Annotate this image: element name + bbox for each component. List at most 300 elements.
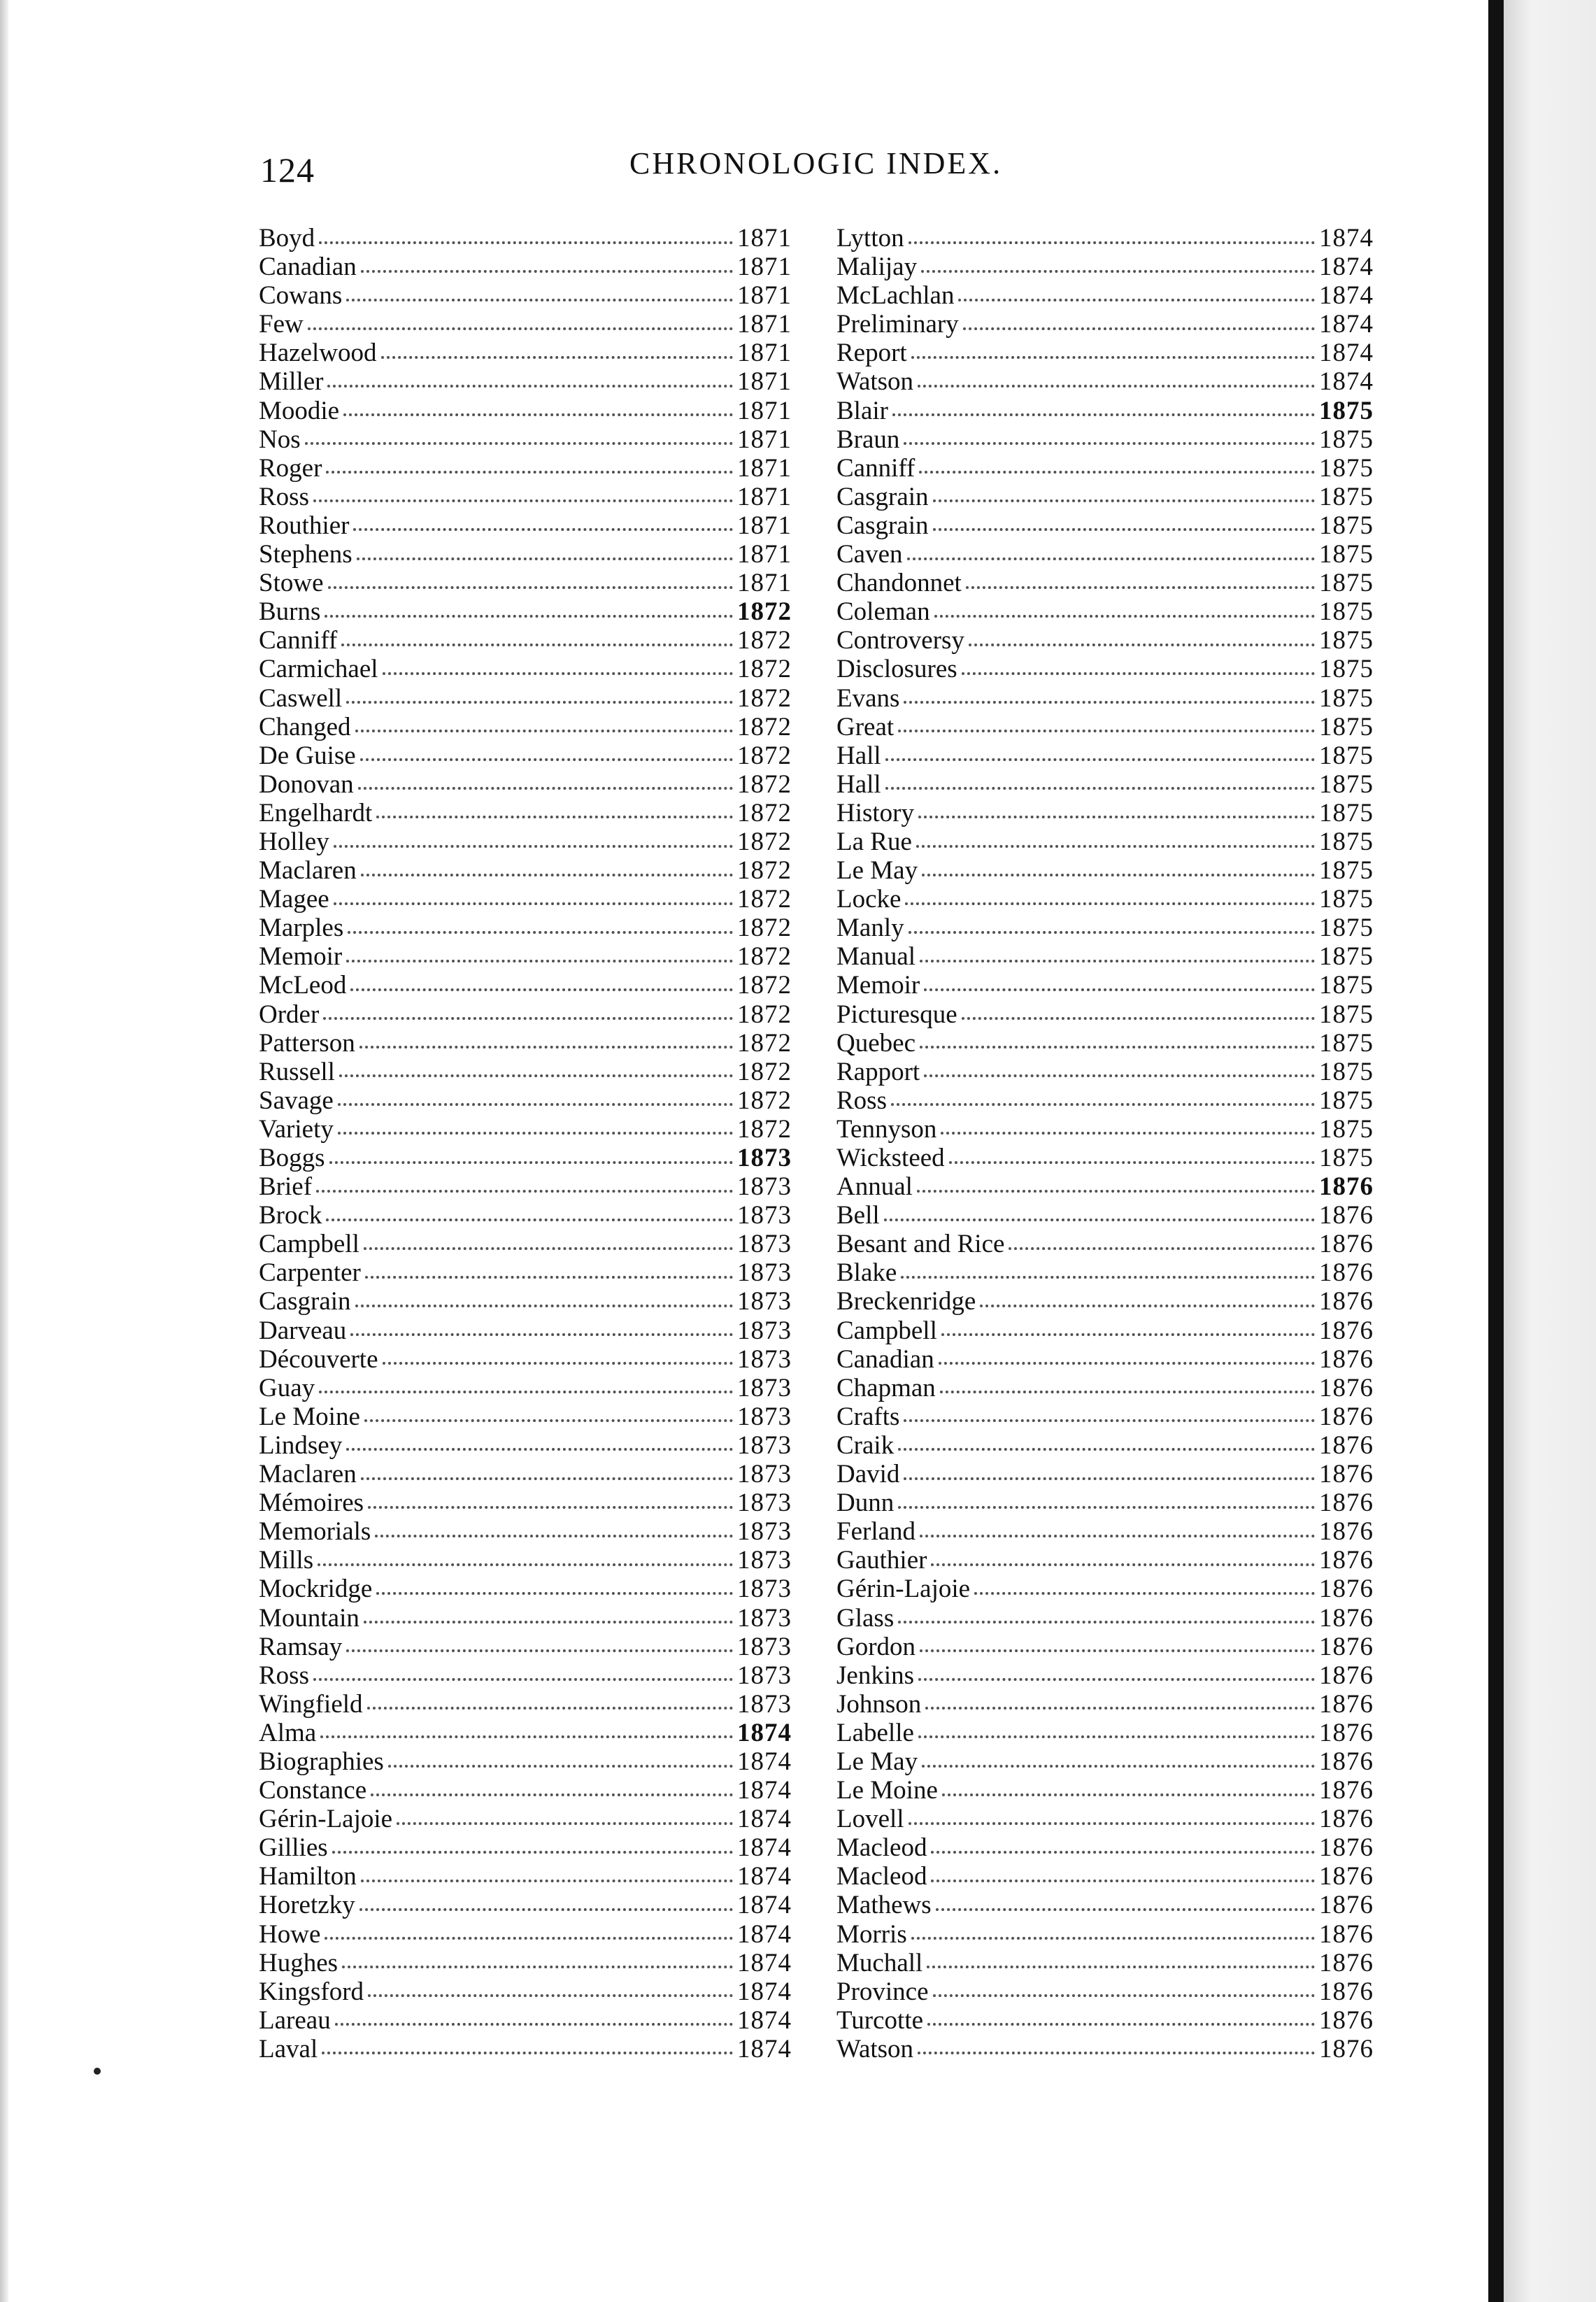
index-entry: [836, 885, 1374, 914]
entry-name: Controversy: [836, 626, 964, 655]
dot-leader: [904, 442, 1315, 445]
entry-name: Breckenridge: [836, 1287, 976, 1316]
index-entry: [836, 1719, 1374, 1747]
index-entry: [836, 1086, 1374, 1115]
dot-leader: [329, 1161, 733, 1164]
dot-leader: [918, 1735, 1315, 1738]
entry-year: 1876: [1319, 1891, 1374, 1920]
index-entry: [836, 1144, 1374, 1172]
entry-name: Constance: [259, 1776, 367, 1805]
index-entry: [836, 224, 1374, 253]
index-entry: [259, 1633, 792, 1661]
entry-year: 1875: [1319, 769, 1374, 799]
dot-leader: [898, 1621, 1315, 1624]
entry-name: Ross: [259, 482, 309, 511]
entry-year: 1873: [737, 1689, 792, 1719]
entry-name: Horetzky: [259, 1891, 355, 1920]
dot-leader: [326, 471, 733, 474]
entry-year: 1871: [737, 425, 792, 454]
entry-year: 1872: [737, 1028, 792, 1058]
entry-year: 1872: [737, 626, 792, 655]
entry-name: Le May: [836, 1747, 918, 1776]
dot-leader: [318, 1563, 733, 1566]
entry-year: 1874: [737, 1747, 792, 1776]
index-entry: [259, 1316, 792, 1345]
dot-leader: [341, 644, 733, 646]
index-entry: [836, 1201, 1374, 1230]
entry-name: Casgrain: [836, 511, 929, 540]
entry-year: 1875: [1319, 856, 1374, 886]
entry-year: 1874: [737, 1776, 792, 1805]
entry-year: 1872: [737, 942, 792, 972]
index-entry: [836, 1575, 1374, 1603]
entry-year: 1871: [737, 224, 792, 253]
dot-leader: [933, 528, 1315, 531]
entry-year: 1875: [1319, 482, 1374, 511]
entry-name: Casgrain: [259, 1287, 351, 1316]
dot-leader: [918, 1678, 1315, 1681]
entry-year: 1872: [737, 856, 792, 886]
entry-year: 1875: [1319, 396, 1374, 425]
index-entry: [259, 1862, 792, 1891]
entry-name: Le Moine: [836, 1776, 938, 1805]
entry-name: Le May: [836, 856, 918, 886]
dot-leader: [933, 1994, 1315, 1997]
dot-leader: [364, 1247, 733, 1250]
index-entry: [836, 1747, 1374, 1776]
index-entry: [259, 569, 792, 597]
entry-year: 1876: [1319, 1402, 1374, 1431]
dot-leader: [305, 442, 733, 445]
page-fold-shadow: [1488, 0, 1504, 2302]
entry-name: Nos: [259, 425, 301, 454]
entry-name: Burns: [259, 597, 321, 627]
dot-leader: [325, 1937, 733, 1940]
entry-year: 1872: [737, 1000, 792, 1029]
dot-leader: [346, 1448, 733, 1451]
index-entry: [836, 2035, 1374, 2063]
index-entry: [259, 971, 792, 1000]
dot-leader: [361, 270, 733, 273]
index-entry: [259, 655, 792, 683]
dot-leader: [942, 1793, 1315, 1796]
index-entry: [259, 2035, 792, 2063]
entry-year: 1874: [1319, 253, 1374, 282]
entry-year: 1875: [1319, 683, 1374, 713]
entry-year: 1876: [1319, 1862, 1374, 1891]
entry-year: 1874: [737, 1805, 792, 1834]
index-entry: [836, 1949, 1374, 1977]
dot-leader: [350, 988, 733, 991]
entry-name: Donovan: [259, 769, 354, 799]
dot-leader: [931, 1880, 1315, 1882]
index-entry: [259, 1172, 792, 1201]
dot-leader: [963, 327, 1315, 330]
entry-name: Great: [836, 712, 895, 741]
entry-name: Picturesque: [836, 1000, 957, 1029]
dot-leader: [925, 1707, 1315, 1710]
dot-leader: [371, 1793, 733, 1796]
entry-name: Hughes: [259, 1948, 339, 1977]
entry-name: Gillies: [259, 1833, 328, 1863]
entry-year: 1875: [1319, 540, 1374, 569]
index-entry: [259, 1402, 792, 1431]
dot-leader: [922, 874, 1315, 876]
entry-name: Morris: [836, 1919, 907, 1949]
entry-name: Memorials: [259, 1517, 371, 1547]
dot-leader: [381, 356, 734, 359]
index-entry: [259, 2006, 792, 2035]
dot-leader: [924, 988, 1315, 991]
entry-year: 1873: [737, 1546, 792, 1575]
dot-leader: [941, 1132, 1315, 1135]
index-entry: [259, 281, 792, 310]
index-entry: [836, 655, 1374, 683]
dot-leader: [907, 557, 1315, 560]
entry-name: Ross: [836, 1086, 887, 1115]
index-entry: [259, 339, 792, 367]
index-entry: [259, 1029, 792, 1058]
entry-name: McLachlan: [836, 281, 955, 311]
index-entry: [836, 1058, 1374, 1086]
dot-leader: [920, 1046, 1315, 1049]
dot-leader: [361, 1477, 733, 1480]
entry-name: Report: [836, 339, 907, 368]
dot-leader: [361, 1880, 733, 1882]
entry-name: History: [836, 798, 914, 827]
index-entry: [836, 454, 1374, 483]
entry-name: Lareau: [259, 2005, 331, 2035]
entry-year: 1875: [1319, 569, 1374, 598]
entry-year: 1872: [737, 741, 792, 770]
entry-name: Campbell: [836, 1316, 937, 1345]
index-entry: [259, 1489, 792, 1517]
running-head: CHRONOLOGIC INDEX.: [629, 146, 1003, 180]
entry-name: Memoir: [836, 971, 920, 1000]
entry-year: 1876: [1319, 1344, 1374, 1374]
entry-name: Malijay: [836, 253, 918, 282]
index-entry: [259, 713, 792, 741]
dot-leader: [355, 730, 733, 732]
entry-name: Manly: [836, 914, 904, 943]
entry-year: 1875: [1319, 1057, 1374, 1086]
dot-leader: [969, 644, 1315, 646]
entry-year: 1873: [737, 1201, 792, 1230]
index-entry: [259, 827, 792, 856]
entry-name: Russell: [259, 1057, 335, 1086]
entry-year: 1872: [737, 914, 792, 943]
entry-name: Canniff: [836, 453, 915, 483]
entry-year: 1872: [737, 769, 792, 799]
dot-leader: [357, 557, 733, 560]
index-entry: [259, 1201, 792, 1230]
entry-year: 1876: [1319, 1805, 1374, 1834]
entry-name: Casgrain: [836, 482, 929, 511]
index-entry: [259, 1230, 792, 1258]
dot-leader: [338, 1103, 733, 1106]
entry-year: 1875: [1319, 942, 1374, 972]
dot-leader: [323, 1017, 733, 1020]
entry-year: 1874: [737, 2034, 792, 2063]
index-entry: [836, 1517, 1374, 1546]
index-entry: [836, 1604, 1374, 1633]
entry-year: 1874: [737, 1833, 792, 1863]
entry-name: Evans: [836, 683, 900, 713]
entry-name: Turcotte: [836, 2005, 924, 2035]
entry-year: 1871: [737, 396, 792, 425]
entry-year: 1873: [737, 1172, 792, 1202]
entry-year: 1874: [737, 1948, 792, 1977]
entry-name: Maclaren: [259, 1460, 357, 1489]
dot-leader: [325, 615, 733, 618]
index-entry: [259, 1891, 792, 1919]
entry-name: Campbell: [259, 1230, 359, 1259]
entry-name: Chandonnet: [836, 569, 962, 598]
index-column-right: [836, 224, 1374, 2063]
entry-name: Hall: [836, 741, 881, 770]
index-entry: [836, 425, 1374, 454]
index-entry: [836, 684, 1374, 713]
index-entry: [259, 1719, 792, 1747]
dot-leader: [368, 1506, 733, 1509]
entry-name: Guay: [259, 1373, 315, 1402]
entry-name: Gauthier: [836, 1546, 927, 1575]
entry-year: 1876: [1319, 1172, 1374, 1202]
entry-name: Caswell: [259, 683, 343, 713]
index-entry: [836, 799, 1374, 827]
entry-name: Savage: [259, 1086, 334, 1115]
entry-year: 1875: [1319, 798, 1374, 827]
index-entry: [836, 1374, 1374, 1402]
index-entry: [259, 626, 792, 655]
entry-name: Mémoires: [259, 1489, 364, 1518]
entry-year: 1871: [737, 482, 792, 511]
entry-name: Roger: [259, 453, 322, 483]
index-entry: [259, 397, 792, 425]
dot-leader: [918, 2052, 1315, 2054]
dot-leader: [916, 845, 1315, 848]
entry-name: Watson: [836, 2034, 914, 2063]
entry-year: 1874: [737, 1862, 792, 1891]
entry-name: Marples: [259, 914, 344, 943]
entry-year: 1876: [1319, 1689, 1374, 1719]
dot-leader: [375, 1535, 733, 1537]
entry-name: Glass: [836, 1603, 895, 1633]
dot-leader: [346, 299, 733, 301]
dot-leader: [904, 1419, 1315, 1422]
index-entry: [259, 1345, 792, 1374]
entry-name: Craik: [836, 1430, 895, 1460]
entry-name: Gérin-Lajoie: [836, 1575, 971, 1604]
index-entry: [836, 1287, 1374, 1316]
dot-leader: [346, 1649, 733, 1652]
dot-leader: [350, 1333, 733, 1336]
entry-name: Wicksteed: [836, 1144, 945, 1172]
index-entry: [836, 1805, 1374, 1833]
entry-year: 1872: [737, 683, 792, 713]
entry-year: 1876: [1319, 1833, 1374, 1863]
dot-leader: [891, 1103, 1315, 1106]
dot-leader: [343, 413, 733, 416]
dot-leader: [359, 1046, 733, 1049]
entry-year: 1875: [1319, 453, 1374, 483]
entry-year: 1872: [737, 971, 792, 1000]
entry-year: 1875: [1319, 1114, 1374, 1144]
dot-leader: [320, 1735, 733, 1738]
index-entry: [259, 1115, 792, 1144]
index-entry: [259, 1000, 792, 1029]
index-entry: [836, 339, 1374, 367]
dot-leader: [936, 1908, 1315, 1911]
entry-year: 1873: [737, 1230, 792, 1259]
entry-name: Annual: [836, 1172, 913, 1202]
dot-leader: [334, 902, 733, 905]
dot-leader: [940, 1391, 1315, 1393]
entry-year: 1875: [1319, 597, 1374, 627]
entry-year: 1876: [1319, 1718, 1374, 1747]
index-entry: [259, 483, 792, 511]
dot-leader: [962, 672, 1315, 675]
page-number: 124: [260, 150, 315, 190]
dot-leader: [364, 1621, 733, 1624]
index-entry: [836, 1977, 1374, 2006]
entry-name: Boyd: [259, 224, 315, 253]
entry-name: Caven: [836, 540, 903, 569]
entry-name: Holley: [259, 827, 329, 856]
entry-year: 1873: [737, 1402, 792, 1431]
dot-leader: [353, 528, 733, 531]
index-entry: [259, 310, 792, 339]
index-entry: [836, 770, 1374, 799]
entry-name: Alma: [259, 1718, 317, 1747]
entry-name: Province: [836, 1977, 929, 2006]
dot-leader: [348, 931, 733, 934]
entry-name: Stowe: [259, 569, 324, 598]
entry-year: 1876: [1319, 1661, 1374, 1690]
index-entry: [259, 511, 792, 540]
dot-leader: [319, 1391, 733, 1393]
index-entry: [259, 253, 792, 281]
entry-year: 1872: [737, 798, 792, 827]
entry-year: 1873: [737, 1460, 792, 1489]
entry-name: Memoir: [259, 942, 343, 972]
entry-name: Gérin-Lajoie: [259, 1805, 393, 1834]
index-entry: [259, 367, 792, 396]
entry-name: David: [836, 1460, 900, 1489]
entry-year: 1872: [737, 712, 792, 741]
entry-year: 1876: [1319, 1632, 1374, 1661]
dot-leader: [316, 1190, 733, 1193]
entry-year: 1871: [737, 339, 792, 368]
index-entry: [259, 1920, 792, 1949]
entry-year: 1875: [1319, 1028, 1374, 1058]
entry-year: 1873: [737, 1373, 792, 1402]
dot-leader: [924, 1074, 1315, 1077]
index-entry: [259, 224, 792, 253]
entry-name: Macleod: [836, 1833, 927, 1863]
dot-leader: [905, 902, 1315, 905]
dot-leader: [927, 1966, 1315, 1968]
entry-year: 1875: [1319, 655, 1374, 684]
dot-leader: [898, 1506, 1315, 1509]
index-entry: [836, 1690, 1374, 1719]
entry-name: Engelhardt: [259, 798, 373, 827]
entry-year: 1873: [737, 1632, 792, 1661]
entry-year: 1874: [737, 1718, 792, 1747]
entry-name: Bell: [836, 1201, 880, 1230]
dot-leader: [909, 931, 1315, 934]
dot-leader: [962, 1017, 1315, 1020]
index-entry: [836, 1460, 1374, 1489]
dot-leader: [980, 1305, 1315, 1307]
entry-name: Watson: [836, 367, 914, 397]
entry-year: 1871: [737, 453, 792, 483]
index-entry: [836, 1172, 1374, 1201]
index-entry: [259, 942, 792, 971]
dot-leader: [911, 356, 1315, 359]
entry-year: 1876: [1319, 1575, 1374, 1604]
dot-leader: [334, 845, 733, 848]
dot-leader: [383, 1362, 733, 1365]
entry-year: 1873: [737, 1344, 792, 1374]
index-entry: [259, 1747, 792, 1776]
index-entry: [836, 713, 1374, 741]
entry-name: Labelle: [836, 1718, 914, 1747]
index-entry: [259, 1776, 792, 1805]
entry-name: McLeod: [259, 971, 347, 1000]
dot-leader: [931, 1563, 1315, 1566]
dot-leader: [917, 1190, 1315, 1193]
entry-year: 1872: [737, 885, 792, 914]
entry-name: Blair: [836, 396, 888, 425]
index-entry: [836, 1661, 1374, 1690]
dot-leader: [360, 758, 733, 761]
index-entry: [259, 1086, 792, 1115]
entry-year: 1874: [737, 1977, 792, 2006]
entry-year: 1876: [1319, 1977, 1374, 2006]
entry-year: 1875: [1319, 626, 1374, 655]
dot-leader: [388, 1765, 733, 1768]
entry-name: Dunn: [836, 1489, 895, 1518]
dot-leader: [885, 787, 1315, 790]
entry-name: Maclaren: [259, 856, 357, 886]
entry-name: Coleman: [836, 597, 930, 627]
dot-leader: [898, 1448, 1315, 1451]
dot-leader: [920, 1535, 1315, 1537]
entry-year: 1874: [737, 2005, 792, 2035]
entry-name: Tennyson: [836, 1114, 937, 1144]
entry-year: 1873: [737, 1575, 792, 1604]
entry-name: Carpenter: [259, 1258, 361, 1288]
entry-year: 1872: [737, 827, 792, 856]
dot-leader: [326, 1219, 733, 1221]
entry-year: 1873: [737, 1489, 792, 1518]
entry-year: 1872: [737, 655, 792, 684]
dot-leader: [921, 270, 1315, 273]
entry-name: Rapport: [836, 1057, 920, 1086]
dot-leader: [328, 586, 734, 589]
dot-leader: [308, 327, 733, 330]
index-entry: [836, 1316, 1374, 1345]
entry-name: Crafts: [836, 1402, 900, 1431]
index-entry: [836, 540, 1374, 569]
entry-year: 1875: [1319, 885, 1374, 914]
entry-year: 1874: [1319, 224, 1374, 253]
dot-leader: [920, 960, 1315, 962]
entry-name: Besant and Rice: [836, 1230, 1005, 1259]
index-entry: [836, 971, 1374, 1000]
entry-year: 1871: [737, 511, 792, 540]
